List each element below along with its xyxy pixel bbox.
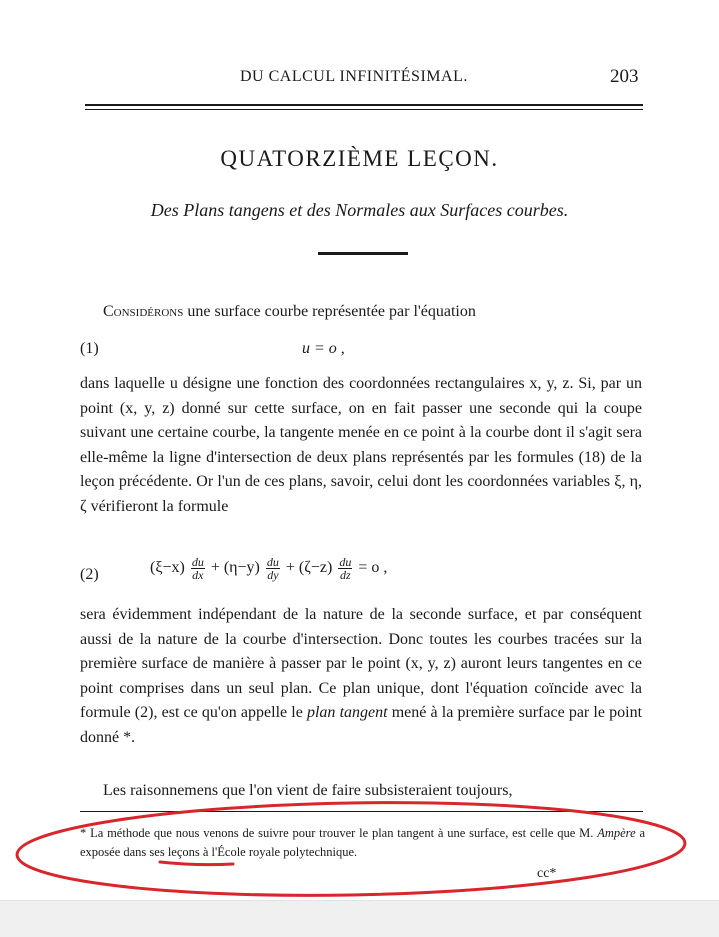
viewer-bottom-bar [0,900,719,937]
paragraph-1: dans laquelle u désigne une fonction des coordonnées rectangulaires x, y, z. Si, par un point (x, y, z) donné sur cette surface, on en fait passer une seconde qui la coupe suivant une certaine courbe, la tangente menée en ce point à la courbe dont il s'agit sera elle-même la ligne d'intersection de deux plans représentés par les formules (18) de la leçon précédente. Or l'un de ces plans, savoir, celui dont les coordonnées variables ξ, η, ζ vérifieront la formule [80,375,642,515]
eq2-term-2: + (η−y) [210,559,260,577]
footnote: * La méthode que nous venons de suivre pour trouver le plan tangent à une surface, est celle que M. Ampère a exposée dans ses leçons à l'École royale polytechnique. [80,826,645,859]
eq2-term-3: + (ζ−z) [285,559,333,577]
eq2-tail: = o , [358,559,388,577]
lesson-title: QUATORZIÈME LEÇON. [220,146,499,171]
annotation-underline [160,862,233,865]
lesson-subtitle: Des Plans tangens et des Normales aux Surfaces courbes. [150,200,569,220]
catchword: cc* [537,866,557,881]
plan-tangent-term: plan tangent [306,704,388,722]
paragraph-3: Les raisonnemens que l'on vient de faire subsisteraient toujours, [103,782,513,799]
eq2-term-1: (ξ−x) [150,559,185,577]
equation-2-number: (2) [80,566,99,583]
annotation-ellipse [16,797,686,901]
page-number: 203 [610,66,639,87]
eq2-fraction-3: $\frac{du}{dz}$ [339,555,352,582]
intro-first-word: Considérons [103,303,184,320]
intro-rest: une surface courbe représentée par l'équation [183,303,476,320]
footnote-name-ampere: Ampère [597,826,636,840]
paragraph-2: sera évidemment indépendant de la nature de la seconde surface, et par conséquent aussi de la nature de la courbe d'intersection. Donc toutes les courbes tracées sur la première surface de manière à passer par le point (x, y, z) auront leurs tangentes en ce point comprises dans un seul plan. Ce plan unique, dont l'équation coïncide avec la formule (2), est ce qu'on appelle le plan tangent mené à la première surface par le point donné *. [80,606,643,746]
running-title: DU CALCUL INFINITÉSIMAL. [240,68,468,85]
equation-1: u = o , [302,340,345,357]
eq2-fraction-1: $\frac{du}{dx}$ [191,555,204,582]
equation-1-number: (1) [80,340,99,357]
eq2-fraction-2: $\frac{du}{dy}$ [266,555,279,582]
